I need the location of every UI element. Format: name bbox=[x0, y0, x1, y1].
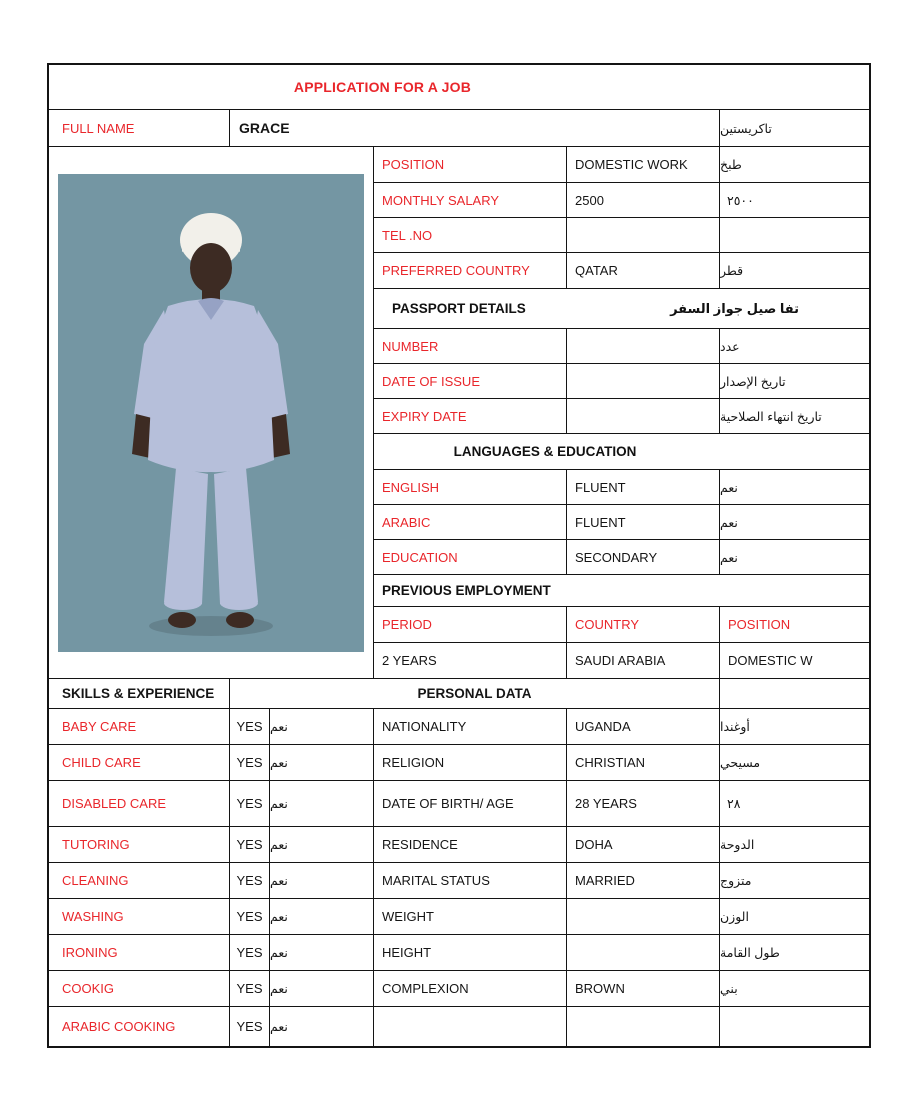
applicant-photo-cell bbox=[49, 147, 374, 678]
skill-label: COOKIG bbox=[49, 971, 230, 1006]
field-value: 2500 bbox=[567, 183, 720, 217]
employment-country: SAUDI ARABIA bbox=[567, 643, 720, 678]
personal-arabic: أوغندا bbox=[720, 720, 750, 734]
field-value: DOMESTIC WORK bbox=[567, 147, 720, 182]
skills-experience-header: SKILLS & EXPERIENCE bbox=[49, 679, 230, 708]
personal-value: BROWN bbox=[567, 971, 720, 1006]
field-arabic bbox=[720, 218, 869, 252]
row-ironing bbox=[49, 935, 869, 971]
personal-value: UGANDA bbox=[567, 709, 720, 744]
passport-details-header bbox=[374, 289, 869, 329]
field-label: PREFERRED COUNTRY bbox=[374, 253, 567, 288]
personal-arabic bbox=[720, 1007, 869, 1046]
full-name-label: FULL NAME bbox=[49, 110, 230, 146]
personal-value: DOHA bbox=[567, 827, 720, 862]
row-tutoring bbox=[49, 827, 869, 863]
skill-value: YES bbox=[230, 935, 270, 970]
full-name-value: GRACE bbox=[230, 110, 720, 146]
column-country: COUNTRY bbox=[567, 607, 720, 642]
skill-value: YES bbox=[230, 899, 270, 934]
personal-arabic: طول القامة bbox=[720, 946, 780, 960]
languages-education-header: LANGUAGES & EDUCATION bbox=[374, 434, 869, 470]
field-value bbox=[567, 399, 720, 433]
personal-label: NATIONALITY bbox=[374, 709, 567, 744]
skill-label: IRONING bbox=[49, 935, 230, 970]
field-arabic: تاريخ انتهاء الصلاحية bbox=[720, 409, 822, 424]
row-english bbox=[374, 470, 869, 505]
skill-label: CHILD CARE bbox=[49, 745, 230, 780]
field-value bbox=[567, 364, 720, 398]
field-label: ENGLISH bbox=[374, 470, 567, 504]
personal-value: MARRIED bbox=[567, 863, 720, 898]
application-form bbox=[47, 63, 871, 1048]
skill-arabic: نعم bbox=[270, 971, 374, 1006]
personal-label: COMPLEXION bbox=[374, 971, 567, 1006]
skill-value: YES bbox=[230, 781, 270, 826]
skill-value: YES bbox=[230, 745, 270, 780]
field-arabic: نعم bbox=[720, 480, 738, 495]
skill-label: ARABIC COOKING bbox=[49, 1007, 230, 1046]
section-headers-row bbox=[49, 679, 869, 709]
field-label: EDUCATION bbox=[374, 540, 567, 574]
personal-arabic: متزوج bbox=[720, 874, 752, 888]
field-arabic: ٢٥٠٠ bbox=[727, 193, 754, 208]
skill-arabic: نعم bbox=[270, 863, 374, 898]
personal-arabic: الوزن bbox=[720, 910, 749, 924]
row-expiry-date bbox=[374, 399, 869, 434]
field-value: QATAR bbox=[567, 253, 720, 288]
skill-arabic: نعم bbox=[270, 745, 374, 780]
passport-details-title-arabic: تفا صيل جواز السفر bbox=[670, 300, 799, 316]
field-value bbox=[567, 218, 720, 252]
skill-arabic: نعم bbox=[270, 935, 374, 970]
row-monthly-salary bbox=[374, 183, 869, 218]
row-position bbox=[374, 147, 869, 183]
field-label: EXPIRY DATE bbox=[374, 399, 567, 433]
employment-columns-row bbox=[374, 607, 869, 643]
field-value: FLUENT bbox=[567, 470, 720, 504]
personal-value bbox=[567, 935, 720, 970]
row-child-care bbox=[49, 745, 869, 781]
main-section bbox=[49, 147, 869, 679]
personal-arabic: الدوحة bbox=[720, 838, 755, 852]
row-arabic-cooking bbox=[49, 1007, 869, 1046]
row-cookig bbox=[49, 971, 869, 1007]
skill-value: YES bbox=[230, 709, 270, 744]
field-arabic: عدد bbox=[720, 339, 740, 354]
field-label: MONTHLY SALARY bbox=[374, 183, 567, 217]
personal-data-header: PERSONAL DATA bbox=[230, 679, 720, 708]
field-arabic: قطر bbox=[720, 264, 744, 278]
personal-label: HEIGHT bbox=[374, 935, 567, 970]
full-name-arabic: تاكريستين bbox=[720, 121, 772, 136]
field-arabic: تاريخ الإصدار bbox=[720, 374, 786, 389]
field-label: POSITION bbox=[374, 147, 567, 182]
field-value bbox=[567, 329, 720, 363]
employment-data-row bbox=[374, 643, 869, 678]
skill-label: BABY CARE bbox=[49, 709, 230, 744]
skill-label: DISABLED CARE bbox=[49, 781, 230, 826]
column-position: POSITION bbox=[728, 617, 791, 632]
row-cleaning bbox=[49, 863, 869, 899]
skill-arabic: نعم bbox=[270, 1007, 374, 1046]
skill-arabic: نعم bbox=[270, 899, 374, 934]
row-preferred-country bbox=[374, 253, 869, 289]
personal-label: DATE OF BIRTH/ AGE bbox=[374, 781, 567, 826]
skill-value: YES bbox=[230, 1007, 270, 1046]
details-table bbox=[374, 147, 869, 678]
row-disabled-care bbox=[49, 781, 869, 827]
personal-value bbox=[567, 899, 720, 934]
personal-label bbox=[374, 1007, 567, 1046]
row-washing bbox=[49, 899, 869, 935]
skill-label: TUTORING bbox=[49, 827, 230, 862]
field-value: SECONDARY bbox=[567, 540, 720, 574]
row-passport-number bbox=[374, 329, 869, 364]
personal-label: MARITAL STATUS bbox=[374, 863, 567, 898]
previous-employment-header: PREVIOUS EMPLOYMENT bbox=[374, 575, 869, 607]
skill-label: WASHING bbox=[49, 899, 230, 934]
row-date-of-issue bbox=[374, 364, 869, 399]
applicant-portrait bbox=[58, 174, 364, 652]
field-label: DATE OF ISSUE bbox=[374, 364, 567, 398]
field-label: TEL .NO bbox=[374, 218, 567, 252]
row-baby-care bbox=[49, 709, 869, 745]
skill-label: CLEANING bbox=[49, 863, 230, 898]
employment-position: DOMESTIC W bbox=[728, 653, 813, 668]
personal-label: RELIGION bbox=[374, 745, 567, 780]
skill-value: YES bbox=[230, 971, 270, 1006]
skills-personal-section bbox=[49, 679, 869, 1046]
skill-arabic: نعم bbox=[270, 781, 374, 826]
personal-arabic: ٢٨ bbox=[727, 797, 741, 811]
personal-value bbox=[567, 1007, 720, 1046]
form-title: APPLICATION FOR A JOB bbox=[49, 65, 869, 110]
column-period: PERIOD bbox=[374, 607, 567, 642]
skill-value: YES bbox=[230, 863, 270, 898]
personal-label: RESIDENCE bbox=[374, 827, 567, 862]
skill-value: YES bbox=[230, 827, 270, 862]
full-name-row bbox=[49, 110, 869, 147]
personal-value: CHRISTIAN bbox=[567, 745, 720, 780]
employment-period: 2 YEARS bbox=[374, 643, 567, 678]
personal-arabic: مسيحي bbox=[720, 756, 761, 770]
field-arabic: نعم bbox=[720, 515, 738, 530]
field-value: FLUENT bbox=[567, 505, 720, 539]
passport-details-title: PASSPORT DETAILS bbox=[392, 301, 526, 316]
row-education bbox=[374, 540, 869, 575]
skill-arabic: نعم bbox=[270, 827, 374, 862]
row-arabic-language bbox=[374, 505, 869, 540]
personal-value: 28 YEARS bbox=[567, 781, 720, 826]
section-headers-spacer bbox=[720, 679, 869, 708]
field-label: NUMBER bbox=[374, 329, 567, 363]
personal-arabic: بني bbox=[720, 982, 738, 996]
field-arabic: نعم bbox=[720, 550, 738, 565]
row-tel-no bbox=[374, 218, 869, 253]
field-label: ARABIC bbox=[374, 505, 567, 539]
field-arabic: طبخ bbox=[720, 158, 742, 172]
skill-arabic: نعم bbox=[270, 709, 374, 744]
personal-label: WEIGHT bbox=[374, 899, 567, 934]
